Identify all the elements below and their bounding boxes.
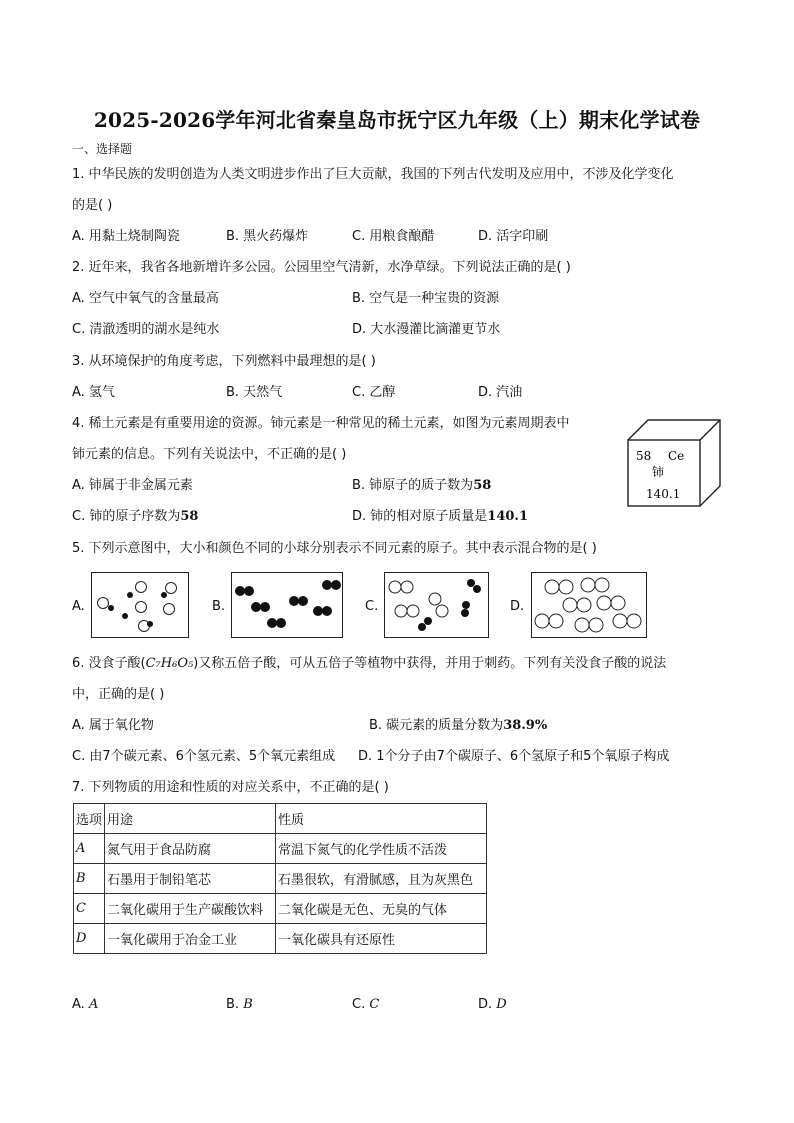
q7-table bbox=[73, 803, 487, 954]
q2-stem: 2. 近年来，我省各地新增许多公园。公园里空气清新，水净草绿。下列说法正确的是( ) bbox=[72, 260, 571, 275]
element-name: 铈 bbox=[652, 465, 665, 479]
q5-label-b: B. bbox=[212, 599, 226, 614]
q4-stem-line1: 4. 稀土元素是有重要用途的资源。铈元素是一种常见的稀土元素，如图为元素周期表中 bbox=[72, 416, 570, 431]
table-row bbox=[74, 864, 487, 894]
q7-option-d: D. D bbox=[478, 997, 507, 1012]
q5-diagram-d-atoms bbox=[532, 573, 646, 637]
q1-option-d: D. 活字印刷 bbox=[478, 229, 549, 244]
table-row bbox=[74, 834, 487, 864]
q5-stem: 5. 下列示意图中，大小和颜色不同的小球分别表示不同元素的原子。其中表示混合物的是( ) bbox=[72, 541, 597, 556]
q6-option-d: D. 1个分子由7个碳原子、6个氢原子和5个氧原子构成 bbox=[358, 749, 670, 764]
table-cell: 常温下氮气的化学性质不活泼 bbox=[276, 834, 487, 864]
table-cell: 氮气用于食品防腐 bbox=[105, 834, 276, 864]
q4-stem-line2: 铈元素的信息。下列有关说法中，不正确的是( ) bbox=[72, 447, 347, 462]
q4-option-d: D. 铈的相对原子质量是140.1 bbox=[352, 509, 528, 524]
table-cell: 石墨很软，有滑腻感，且为灰黑色 bbox=[276, 864, 487, 894]
q2-option-c: C. 清澈透明的湖水是纯水 bbox=[72, 322, 220, 337]
q3-option-c: C. 乙醇 bbox=[352, 385, 396, 400]
q7-option-a: A. A bbox=[72, 997, 99, 1012]
table-cell: C bbox=[74, 894, 105, 924]
table-cell: A bbox=[74, 834, 105, 864]
element-mass: 140.1 bbox=[646, 487, 681, 501]
q1-stem-line1: 1. 中华民族的发明创造为人类文明进步作出了巨大贡献，我国的下列古代发明及应用中，不涉及化学变化 bbox=[72, 167, 674, 182]
q2-option-a: A. 空气中氧气的含量最高 bbox=[72, 291, 219, 306]
q1-option-b: B. 黑火药爆炸 bbox=[226, 229, 309, 244]
q2-option-d: D. 大水漫灌比滴灌更节水 bbox=[352, 322, 501, 337]
element-symbol: Ce bbox=[668, 449, 685, 463]
q4-option-c: C. 铈的原子序数为58 bbox=[72, 509, 199, 524]
q5-diagram-b bbox=[231, 572, 343, 638]
q5-diagram-c-atoms bbox=[385, 573, 488, 637]
table-cell: 二氧化碳用于生产碳酸饮料 bbox=[105, 894, 276, 924]
q6-option-b: B. 碳元素的质量分数为38.9% bbox=[369, 718, 548, 733]
q1-option-a: A. 用黏土烧制陶瓷 bbox=[72, 229, 180, 244]
table-header-cell: 选项 bbox=[74, 804, 105, 834]
table-row bbox=[74, 924, 487, 954]
q5-diagram-c bbox=[384, 572, 489, 638]
q5-label-a: A. bbox=[72, 599, 85, 614]
q3-option-d: D. 汽油 bbox=[478, 385, 523, 400]
q4-option-b: B. 铈原子的质子数为58 bbox=[352, 478, 492, 493]
q7-stem: 7. 下列物质的用途和性质的对应关系中，不正确的是( ) bbox=[72, 780, 389, 795]
q5-label-d: D. bbox=[510, 599, 525, 614]
table-header-row bbox=[74, 804, 487, 834]
q4-option-a: A. 铈属于非金属元素 bbox=[72, 478, 193, 493]
q6-option-c: C. 由7个碳元素、6个氢元素、5个氧元素组成 bbox=[72, 749, 336, 764]
q3-option-a: A. 氢气 bbox=[72, 385, 115, 400]
q1-stem-line2: 的是( ) bbox=[72, 198, 113, 213]
table-cell: 一氧化碳具有还原性 bbox=[276, 924, 487, 954]
table-cell: 二氧化碳是无色、无臭的气体 bbox=[276, 894, 487, 924]
exam-title: 2025-2026学年河北省秦皇岛市抚宁区九年级（上）期末化学试卷 bbox=[93, 108, 701, 132]
gallic-acid-formula: C₇H₆O₅ bbox=[145, 656, 194, 671]
q6-option-a: A. 属于氧化物 bbox=[72, 718, 154, 733]
element-cube-outline bbox=[626, 418, 722, 510]
q1-option-c: C. 用粮食酿醋 bbox=[352, 229, 435, 244]
section-heading: 一、选择题 bbox=[72, 142, 133, 156]
q2-option-b: B. 空气是一种宝贵的资源 bbox=[352, 291, 500, 306]
table-header-cell: 用途 bbox=[105, 804, 276, 834]
table-header-cell: 性质 bbox=[276, 804, 487, 834]
q5-label-c: C. bbox=[365, 599, 379, 614]
table-cell: B bbox=[74, 864, 105, 894]
table-row bbox=[74, 894, 487, 924]
q5-diagram-a-atoms bbox=[92, 573, 188, 637]
cerium-element-card bbox=[626, 418, 722, 510]
q3-stem: 3. 从环境保护的角度考虑，下列燃料中最理想的是( ) bbox=[72, 354, 376, 369]
table-cell: 一氧化碳用于冶金工业 bbox=[105, 924, 276, 954]
q5-diagram-b-atoms bbox=[232, 573, 342, 637]
q6-stem-line1: 6. 没食子酸(C₇H₆O₅)又称五倍子酸，可从五倍子等植物中获得，并用于刺药。下列有关没食子酸的说法 bbox=[72, 656, 667, 671]
q3-option-b: B. 天然气 bbox=[226, 385, 283, 400]
q6-stem-line2: 中，正确的是( ) bbox=[72, 687, 165, 702]
q7-option-b: B. B bbox=[226, 997, 253, 1012]
q5-diagram-d bbox=[531, 572, 647, 638]
q7-option-c: C. C bbox=[352, 997, 380, 1012]
q5-diagram-a bbox=[91, 572, 189, 638]
table-cell: 石墨用于制铅笔芯 bbox=[105, 864, 276, 894]
element-atomic-number: 58 bbox=[636, 449, 652, 463]
table-cell: D bbox=[74, 924, 105, 954]
